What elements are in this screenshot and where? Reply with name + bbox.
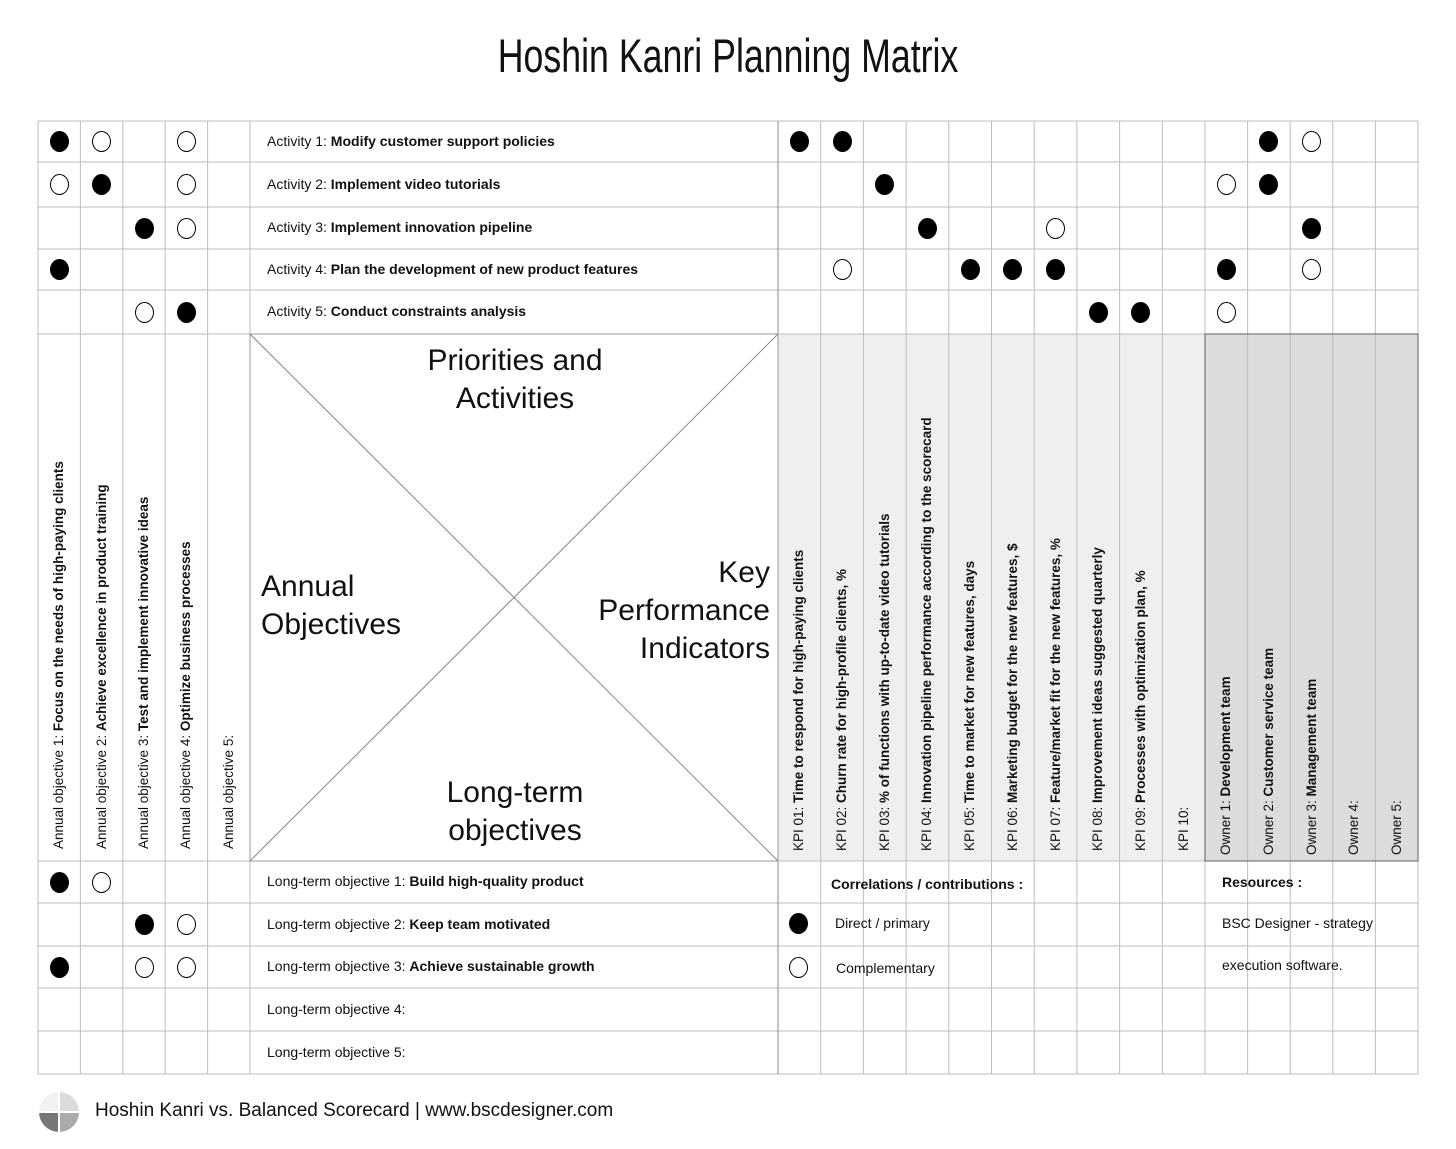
quadrant-line: objectives	[448, 814, 582, 847]
activity-kpi-filled-dot-icon[interactable]	[961, 259, 980, 280]
quadrant-line: Long-term	[446, 776, 584, 809]
label-prefix: Long-term objective 5:	[267, 1043, 406, 1060]
label-name: Processes with optimization plan, %	[1132, 570, 1148, 803]
activity-objective-open-dot-icon[interactable]	[177, 131, 196, 152]
quadrant-kpis	[598, 554, 770, 668]
label-prefix: Long-term objective 3:	[267, 958, 410, 974]
label-name: Innovation pipeline performance according to the scorecard	[919, 417, 935, 803]
label-prefix: Owner 2:	[1260, 796, 1276, 855]
quadrant-annual-objectives	[261, 568, 401, 644]
owner-label	[1261, 648, 1277, 855]
activity-kpi-filled-dot-icon[interactable]	[1089, 302, 1108, 323]
label-name: Conduct constraints analysis	[330, 303, 527, 319]
longterm-objective-filled-dot-icon[interactable]	[135, 914, 154, 935]
quadrant-priorities-activities	[250, 342, 780, 418]
longterm-objective-open-dot-icon[interactable]	[135, 957, 154, 978]
activity-owner-open-dot-icon[interactable]	[1217, 174, 1236, 195]
label-prefix: KPI 07:	[1047, 802, 1063, 851]
kpi-label	[919, 417, 935, 851]
resources-line1: BSC Designer - strategy	[1222, 915, 1373, 931]
label-prefix: KPI 04:	[919, 802, 935, 851]
label-prefix: KPI 08:	[1090, 802, 1106, 851]
quadrant-line: Annual	[261, 570, 355, 603]
resources-title: Resources :	[1222, 874, 1303, 890]
activity-objective-filled-dot-icon[interactable]	[177, 302, 196, 323]
label-name: Focus on the needs of high-paying clients	[51, 461, 67, 732]
label-name: Development team	[1218, 676, 1234, 797]
longterm-row-label	[267, 873, 584, 889]
activity-kpi-filled-dot-icon[interactable]	[1131, 302, 1150, 323]
label-prefix: Annual objective 4:	[178, 731, 194, 849]
label-prefix: Long-term objective 2:	[267, 915, 410, 932]
label-name: Time to market for new features, days	[962, 560, 978, 803]
label-name: Keep team motivated	[409, 915, 551, 932]
kpi-label	[791, 550, 807, 851]
label-prefix: Annual objective 2:	[93, 731, 109, 849]
footer-text: Hoshin Kanri vs. Balanced Scorecard | www.bscdesigner.com	[95, 1100, 614, 1121]
quadrant-line: Performance	[598, 594, 770, 627]
label-name: Feature/market fit for the new features, %	[1047, 538, 1063, 803]
kpi-label	[1133, 570, 1149, 851]
label-name: Test and implement innovative ideas	[136, 496, 151, 732]
kpi-label	[1176, 807, 1192, 851]
activity-objective-open-dot-icon[interactable]	[177, 218, 196, 239]
longterm-objective-filled-dot-icon[interactable]	[50, 872, 69, 893]
label-prefix: Activity 2:	[267, 175, 331, 192]
legend-filled-dot-icon	[789, 913, 808, 934]
activity-kpi-filled-dot-icon[interactable]	[1046, 259, 1065, 280]
kpi-label	[1005, 543, 1021, 851]
legend-open-dot-icon	[789, 957, 808, 978]
activity-row-label	[267, 219, 532, 235]
quadrant-line: Key	[718, 556, 770, 589]
legend-complementary: Complementary	[836, 960, 935, 976]
longterm-objective-open-dot-icon[interactable]	[92, 872, 111, 893]
label-prefix: KPI 10:	[1175, 806, 1191, 851]
label-prefix: Annual objective 1:	[51, 731, 67, 849]
annual-objective-label	[178, 541, 194, 849]
owner-label	[1304, 679, 1320, 855]
label-prefix: Annual objective 3:	[136, 731, 151, 849]
activity-row-label	[267, 133, 555, 149]
label-prefix: Annual objective 5:	[220, 734, 236, 849]
label-name: Implement innovation pipeline	[330, 219, 533, 235]
activity-objective-open-dot-icon[interactable]	[50, 174, 69, 195]
label-prefix: KPI 01:	[791, 802, 807, 851]
activity-kpi-open-dot-icon[interactable]	[1046, 218, 1065, 239]
activity-row-label	[267, 261, 638, 277]
activity-objective-open-dot-icon[interactable]	[135, 302, 154, 323]
label-name: % of functions with up-to-date video tutorials	[876, 513, 892, 803]
quadrant-line: Activities	[455, 382, 575, 415]
owner-label	[1389, 800, 1405, 855]
quadrant-line: Objectives	[261, 608, 402, 641]
label-name: Improvement ideas suggested quarterly	[1090, 547, 1106, 803]
label-name: Churn rate for high-profile clients, %	[834, 568, 850, 803]
owner-label	[1346, 800, 1362, 855]
label-prefix: Owner 4:	[1346, 800, 1362, 855]
activity-owner-open-dot-icon[interactable]	[1302, 131, 1321, 152]
activity-objective-open-dot-icon[interactable]	[92, 131, 111, 152]
activity-owner-filled-dot-icon[interactable]	[1217, 259, 1236, 280]
label-name: Optimize business processes	[178, 541, 194, 732]
label-name: Customer service team	[1260, 647, 1276, 797]
quadrant-line: Indicators	[639, 632, 770, 665]
annual-objective-label	[221, 735, 237, 849]
activity-owner-filled-dot-icon[interactable]	[1302, 218, 1321, 239]
activity-owner-open-dot-icon[interactable]	[1302, 259, 1321, 280]
longterm-row-label	[267, 916, 550, 932]
longterm-row-label	[267, 1001, 406, 1017]
label-prefix: KPI 05:	[962, 802, 978, 851]
longterm-objective-open-dot-icon[interactable]	[177, 914, 196, 935]
kpi-label	[877, 513, 893, 851]
annual-objective-label	[136, 497, 152, 849]
label-prefix: Long-term objective 1:	[267, 873, 410, 889]
resources-line2: execution software.	[1222, 957, 1343, 973]
label-name: Marketing budget for the new features, $	[1004, 543, 1020, 803]
activity-row-label	[267, 303, 526, 319]
label-name: Time to respond for high-paying clients	[791, 549, 807, 803]
label-prefix: KPI 03:	[876, 802, 892, 851]
longterm-objective-filled-dot-icon[interactable]	[50, 957, 69, 978]
activity-kpi-filled-dot-icon[interactable]	[790, 131, 809, 152]
kpi-label	[1048, 538, 1064, 851]
label-name: Achieve sustainable growth	[409, 958, 595, 974]
label-name: Management team	[1303, 678, 1319, 797]
label-name: Implement video tutorials	[330, 175, 501, 192]
annual-objective-label	[94, 484, 110, 849]
activity-kpi-filled-dot-icon[interactable]	[833, 131, 852, 152]
quadrant-longterm-objectives	[250, 774, 780, 850]
label-prefix: Activity 3:	[267, 219, 331, 235]
label-prefix: KPI 06:	[1004, 802, 1020, 851]
bsc-logo-icon	[37, 1090, 81, 1134]
label-prefix: Owner 5:	[1388, 800, 1404, 855]
page-title: Hoshin Kanri Planning Matrix	[497, 29, 959, 82]
kpi-label	[962, 561, 978, 851]
legend-direct: Direct / primary	[835, 915, 930, 931]
quadrant-line: Priorities and	[427, 344, 603, 377]
label-prefix: Owner 1:	[1218, 796, 1234, 855]
activity-owner-open-dot-icon[interactable]	[1217, 302, 1236, 323]
activity-objective-filled-dot-icon[interactable]	[50, 259, 69, 280]
activity-objective-open-dot-icon[interactable]	[177, 174, 196, 195]
activity-objective-filled-dot-icon[interactable]	[50, 131, 69, 152]
label-name: Build high-quality product	[409, 873, 584, 889]
kpi-label	[834, 569, 850, 851]
activity-kpi-filled-dot-icon[interactable]	[918, 218, 937, 239]
activity-objective-filled-dot-icon[interactable]	[92, 174, 111, 195]
owner-label	[1218, 676, 1234, 855]
label-prefix: Activity 1:	[267, 132, 331, 149]
label-prefix: Long-term objective 4:	[267, 1000, 406, 1017]
longterm-row-label	[267, 1044, 406, 1060]
legend-title: Correlations / contributions :	[831, 876, 1024, 892]
longterm-objective-open-dot-icon[interactable]	[177, 957, 196, 978]
label-name: Modify customer support policies	[330, 132, 555, 149]
label-prefix: KPI 09:	[1132, 802, 1148, 851]
activity-kpi-open-dot-icon[interactable]	[833, 259, 852, 280]
longterm-row-label	[267, 958, 595, 974]
activity-objective-filled-dot-icon[interactable]	[135, 218, 154, 239]
annual-objective-label	[51, 461, 67, 849]
activity-row-label	[267, 176, 500, 192]
label-prefix: Activity 5:	[267, 303, 331, 319]
label-name: Plan the development of new product features	[330, 260, 639, 277]
label-prefix: Activity 4:	[267, 260, 331, 277]
label-name: Achieve excellence in product training	[93, 484, 109, 732]
kpi-label	[1090, 547, 1106, 851]
label-prefix: KPI 02:	[834, 802, 850, 851]
label-prefix: Owner 3:	[1303, 796, 1319, 855]
